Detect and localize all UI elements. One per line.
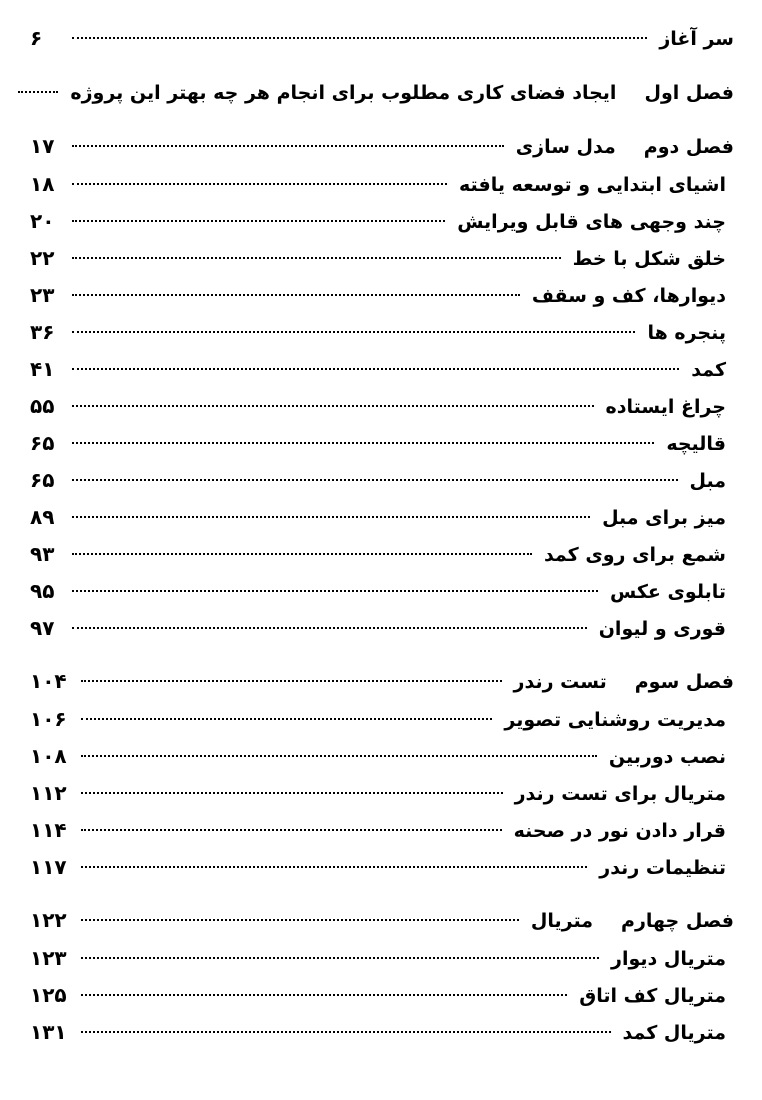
toc-entry-title: قالیچه: [666, 433, 726, 455]
toc-entry-title: نصب دوربین: [608, 746, 726, 768]
toc-row[interactable]: [30, 166, 734, 203]
toc-page-number: ۱۸: [30, 172, 55, 196]
dot-leader: [72, 479, 678, 481]
dot-leader: [72, 257, 561, 259]
toc-page-number: ۹۵: [30, 579, 55, 603]
dot-leader: [72, 516, 590, 518]
dot-leader: [72, 442, 654, 444]
toc-page-number: ۲۳: [30, 283, 55, 307]
toc-row[interactable]: [30, 701, 734, 738]
toc-row[interactable]: [30, 314, 734, 351]
toc-row[interactable]: [30, 573, 734, 610]
dot-leader: [81, 680, 502, 682]
dot-leader: [81, 866, 588, 868]
toc-entry-title: مدیریت روشنایی تصویر: [504, 709, 726, 731]
dot-leader: [81, 919, 519, 921]
toc-row-chapter-4[interactable]: [30, 900, 734, 940]
toc-entry-title: متریال برای تست رندر: [514, 783, 726, 805]
toc-row[interactable]: [30, 203, 734, 240]
toc-row[interactable]: [30, 462, 734, 499]
toc-row[interactable]: [30, 977, 734, 1014]
toc-row-intro[interactable]: [30, 18, 734, 58]
dot-leader: [72, 590, 598, 592]
toc-entry-title: اشیای ابتدایی و توسعه یافته: [459, 174, 726, 196]
dot-leader: [81, 718, 493, 720]
toc-entry-title: متریال دیوار: [611, 948, 726, 970]
toc-page-number: ۹۳: [30, 542, 55, 566]
dot-leader: [81, 755, 597, 757]
toc-page-number: ۶: [30, 26, 43, 50]
dot-leader: [72, 183, 447, 185]
toc-entry-title: میز برای مبل: [602, 507, 726, 529]
table-of-contents: [30, 18, 734, 1051]
toc-entry-title: تابلوی عکس: [610, 581, 726, 603]
toc-entry-title: متریال کمد: [622, 1022, 726, 1044]
chapter-title: ایجاد فضای کاری مطلوب برای انجام هر چه بهتر این پروژه: [70, 82, 617, 104]
toc-row-chapter-1[interactable]: [30, 72, 734, 112]
chapter-label: فصل اول: [644, 82, 734, 104]
toc-row[interactable]: [30, 610, 734, 647]
toc-row[interactable]: [30, 388, 734, 425]
dot-leader: [72, 405, 594, 407]
dot-leader: [81, 994, 568, 996]
toc-entry-title: دیوارها، کف و سقف: [531, 285, 726, 307]
toc-page-number: ۱۱۷: [30, 855, 67, 879]
toc-page-number: ۸۹: [30, 505, 55, 529]
toc-page-number: ۱۳۱: [30, 1020, 67, 1044]
dot-leader: [72, 220, 445, 222]
toc-page-number: ۳۶: [30, 320, 55, 344]
toc-row[interactable]: [30, 812, 734, 849]
toc-page-number: ۱۲۲: [30, 908, 67, 932]
toc-entry-title: چند وجهی های قابل ویرایش: [457, 211, 726, 233]
toc-row[interactable]: [30, 425, 734, 462]
chapter-title: تست رندر: [513, 671, 607, 693]
toc-page-number: ۵۵: [30, 394, 55, 418]
dot-leader: [72, 331, 635, 333]
toc-row[interactable]: [30, 499, 734, 536]
dot-leader: [81, 957, 599, 959]
dot-leader: [72, 37, 647, 39]
toc-page-number: ۶۵: [30, 431, 55, 455]
toc-page-number: ۲۲: [30, 246, 55, 270]
chapter-title: مدل سازی: [515, 136, 616, 158]
dot-leader: [72, 553, 532, 555]
toc-row-chapter-2[interactable]: [30, 126, 734, 166]
toc-entry-title: شمع برای روی کمد: [543, 544, 726, 566]
toc-row[interactable]: [30, 738, 734, 775]
dot-leader: [81, 829, 502, 831]
toc-row[interactable]: [30, 940, 734, 977]
toc-row[interactable]: [30, 1014, 734, 1051]
toc-row[interactable]: [30, 536, 734, 573]
toc-page-number: ۱۱۴: [30, 818, 67, 842]
dot-leader: [81, 1031, 611, 1033]
toc-entry-title: مبل: [689, 470, 726, 492]
toc-row[interactable]: [30, 351, 734, 388]
chapter-label: فصل سوم: [634, 671, 734, 693]
dot-leader: [72, 368, 679, 370]
toc-entry-title: چراغ ایستاده: [605, 396, 726, 418]
chapter-title: متریال: [530, 910, 594, 932]
chapter-label: فصل دوم: [643, 136, 734, 158]
toc-page-number: ۴۱: [30, 357, 55, 381]
toc-page-number: ۱۷: [30, 134, 55, 158]
toc-page-number: ۱۲۵: [30, 983, 67, 1007]
toc-page-number: ۶۵: [30, 468, 55, 492]
toc-row-chapter-3[interactable]: [30, 661, 734, 701]
toc-entry-title: قوری و لیوان: [598, 618, 726, 640]
toc-page-number: ۱۲۳: [30, 946, 67, 970]
dot-leader: [72, 627, 587, 629]
toc-row[interactable]: [30, 775, 734, 812]
toc-page-number: ۱۱۲: [30, 781, 67, 805]
toc-entry-title: خلق شکل با خط: [572, 248, 726, 270]
toc-page-number: ۹۷: [30, 616, 55, 640]
toc-row[interactable]: [30, 277, 734, 314]
dot-leader: [72, 294, 520, 296]
toc-entry-title: قرار دادن نور در صحنه: [513, 820, 726, 842]
dot-leader: [72, 145, 504, 147]
toc-row[interactable]: [30, 849, 734, 886]
toc-row[interactable]: [30, 240, 734, 277]
toc-entry-title: تنظیمات رندر: [599, 857, 726, 879]
dot-leader: [81, 792, 503, 794]
toc-entry-title: پنجره ها: [647, 322, 726, 344]
toc-page-number: ۲۰: [30, 209, 55, 233]
toc-page-number: ۱۰۴: [30, 669, 67, 693]
toc-page-number: ۱۰۶: [30, 707, 67, 731]
chapter-label: فصل چهارم: [621, 910, 734, 932]
toc-page-number: [0, 72, 4, 112]
toc-entry-title: کمد: [691, 359, 726, 381]
toc-entry-title: سر آغاز: [659, 28, 734, 50]
toc-entry-title: متریال کف اتاق: [579, 985, 726, 1007]
toc-page-number: ۱۰۸: [30, 744, 67, 768]
dot-leader: [18, 91, 58, 93]
